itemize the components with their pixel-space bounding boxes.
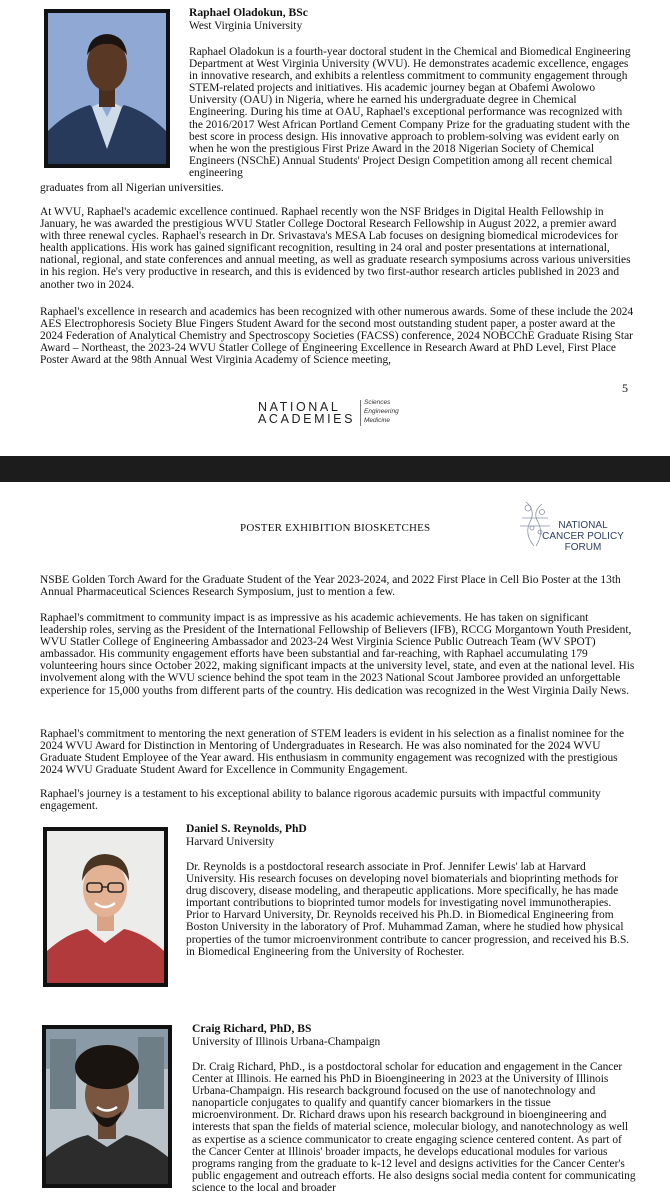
page-header: POSTER EXHIBITION BIOSKETCHES bbox=[240, 522, 431, 534]
person-name: Craig Richard, PhD, BS bbox=[192, 1022, 312, 1035]
bio-paragraph: Raphael's commitment to mentoring the next generation of STEM leaders is evident in his selection as a finalist nominee for the 2024 WVU Award for Distinction in Mentoring of Undergraduates in Research. He was also nominated for the 2024 WVU Graduate Student Employee of the Year award. His enthusiasm in community engagement was recognized with the prestigious 2024 WVU Graduate Student Award for Excellence in Community Engagement. bbox=[40, 728, 625, 777]
portrait-photo-raphael bbox=[44, 9, 170, 168]
person-affiliation: West Virginia University bbox=[189, 20, 303, 32]
bio-paragraph: At WVU, Raphael's academic excellence continued. Raphael recently won the NSF Bridges in Digital Health Fellowship in January, he was awarded the prestigious WVU Statler College Doctoral Research Fellowship in August 2022, a premier award with three renewal cycles. Raphael's research in Dr. Srivastava's MESA Lab focuses on designing biomedical microdevices for health applications. His work has gained significant recognition, resulting in 24 oral and poster presentations at international, national, regional, and state conferences and annual meeting, as well as graduate research symposiums across various universities in his region. He's very productive in research, and this is evidenced by two first-author research articles published in 2023 and another two in 2024. bbox=[40, 206, 631, 291]
national-academies-logo bbox=[258, 400, 418, 430]
person-affiliation: University of Illinois Urbana-Champaign bbox=[192, 1036, 381, 1048]
page-2 bbox=[0, 482, 670, 1200]
person-name: Raphael Oladokun, BSc bbox=[189, 6, 308, 19]
page-separator bbox=[0, 456, 670, 482]
bio-paragraph: NSBE Golden Torch Award for the Graduate Student of the Year 2023-2024, and 2022 First Place in Cell Bio Poster at the 13th Annual Pharmaceutical Sciences Research Symposium, just to mention a few. bbox=[40, 574, 621, 599]
forum-line-1: NATIONAL bbox=[558, 520, 608, 531]
bio-paragraph: Dr. Craig Richard, PhD., is a postdoctoral scholar for education and engagement in the Cancer Center at Illinois. He earned his PhD in Bioengineering in 2023 at the University of Illinois Urbana-Champaign. His research background focused on the use of nanotechnology and nanoparticle conjugates to qualify and quantify cancer biomarkers in the tissue microenvironment. Dr. Richard draws upon his research background in bioengineering and interests that span the fields of material science, molecular biology, and nanotechnology as well as expertise as a science communicator to create engaging science centered content. As part of the Cancer Center at Illinois' broader impacts, he develops educational modules for various programs ranging from the graduate to k-12 level and designs activities for the Cancer Center's public engagement and outreach efforts. He also designs social media content for communicating science to the local and broader bbox=[192, 1061, 636, 1194]
bio-paragraph: Raphael's journey is a testament to his exceptional ability to balance rigorous academic pursuits with impactful community engagement. bbox=[40, 788, 601, 813]
cancer-policy-forum-logo bbox=[514, 496, 634, 576]
bio-paragraph-tail: graduates from all Nigerian universities. bbox=[40, 182, 224, 194]
person-affiliation: Harvard University bbox=[186, 836, 275, 848]
forum-line-3: FORUM bbox=[564, 542, 602, 553]
bio-paragraph: Raphael Oladokun is a fourth-year doctoral student in the Chemical and Biomedical Engineering Department at West Virginia University (WVU). He demonstrates academic excellence, engages in innovative research, and exhibits a relentless commitment to community engagement through STEM-related projects and initiatives. His academic journey began at Obafemi Awolowo University (OAU) in Nigeria, where he earned his undergraduate degree in Chemical Engineering. During his time at OAU, Raphael's exceptional performance was recognized with the 2016/2017 West African Portland Cement Company Prize for the graduating student with the best score in process design. His innovative approach to problem-solving was evident early on when he won the prestigious First Prize Award in the 2018 Nigerian Society of Chemical Engineers (NSChE) Annual Students' Project Design Competition among all recent chemical engineering bbox=[189, 46, 631, 179]
forum-line-2: CANCER POLICY bbox=[542, 531, 624, 542]
portrait-photo-craig bbox=[42, 1025, 172, 1188]
logo-sub-2: Engineering bbox=[364, 408, 399, 415]
bio-paragraph: Raphael's excellence in research and academics has been recognized with other numerous awards. Some of these include the 2024 AES Electrophoresis Society Blue Fingers Student Award for the second most outstanding student paper, a poster award at the 2024 Federation of Analytical Chemistry and Spectroscopy Societies (FACSS) conference, 2024 NOBCChE Graduate Rising Star Award – Northeast, the 2023-24 WVU Statler College of Engineering Excellence in Research Award at PhD Level, First Place Poster Award at the 98th Annual West Virginia Academy of Science meeting, bbox=[40, 306, 634, 367]
page-1 bbox=[0, 0, 670, 442]
bio-paragraph: Dr. Reynolds is a postdoctoral research associate in Prof. Jennifer Lewis' lab at Harvard University. His research focuses on developing novel biomaterials and bioprinting methods for drug discovery, disease modeling, and therapeutic applications. More specifically, he has made important contributions to bioprinted tumor models for investigating novel immunotherapies. Prior to Harvard University, Dr. Reynolds received his Ph.D. in Biomedical Engineering from Boston University in the laboratory of Prof. Muhammad Zaman, where he studied how physical properties of the tumor microenvironment contribute to cancer progression, and received his B.S. in Biomedical Engineering from the University of Rochester. bbox=[186, 861, 630, 958]
logo-sub-3: Medicine bbox=[364, 417, 391, 424]
page-number: 5 bbox=[622, 381, 628, 395]
person-name: Daniel S. Reynolds, PhD bbox=[186, 822, 307, 835]
portrait-photo-daniel bbox=[43, 827, 168, 987]
bio-paragraph: Raphael's commitment to community impact is as impressive as his academic achievements. He has taken on significant leadership roles, serving as the President of the International Fellowship of Believers (IFB), RCCG Morgantown Youth President, WVU Statler College of Engineering Ambassador and 2023-24 West Virginia Science Public Outreach Team (WV SPOT) ambassador. His community engagement efforts have been substantial and far-reaching, with Raphael accumulating 179 volunteering hours since October 2022, making significant impacts at the university level, state, and even at the national level. His involvement along with the WVU science behind the spot team in the 2023 National Scout Jamboree provided an unforgettable experience for 15,000 youths from different parts of the country. His dedication was recognized in the West Virginia Daily News. bbox=[40, 612, 635, 697]
logo-sub-1: Sciences bbox=[364, 399, 391, 406]
logo-line-1: NATIONAL bbox=[258, 400, 341, 414]
logo-line-2: ACADEMIES bbox=[258, 412, 356, 426]
